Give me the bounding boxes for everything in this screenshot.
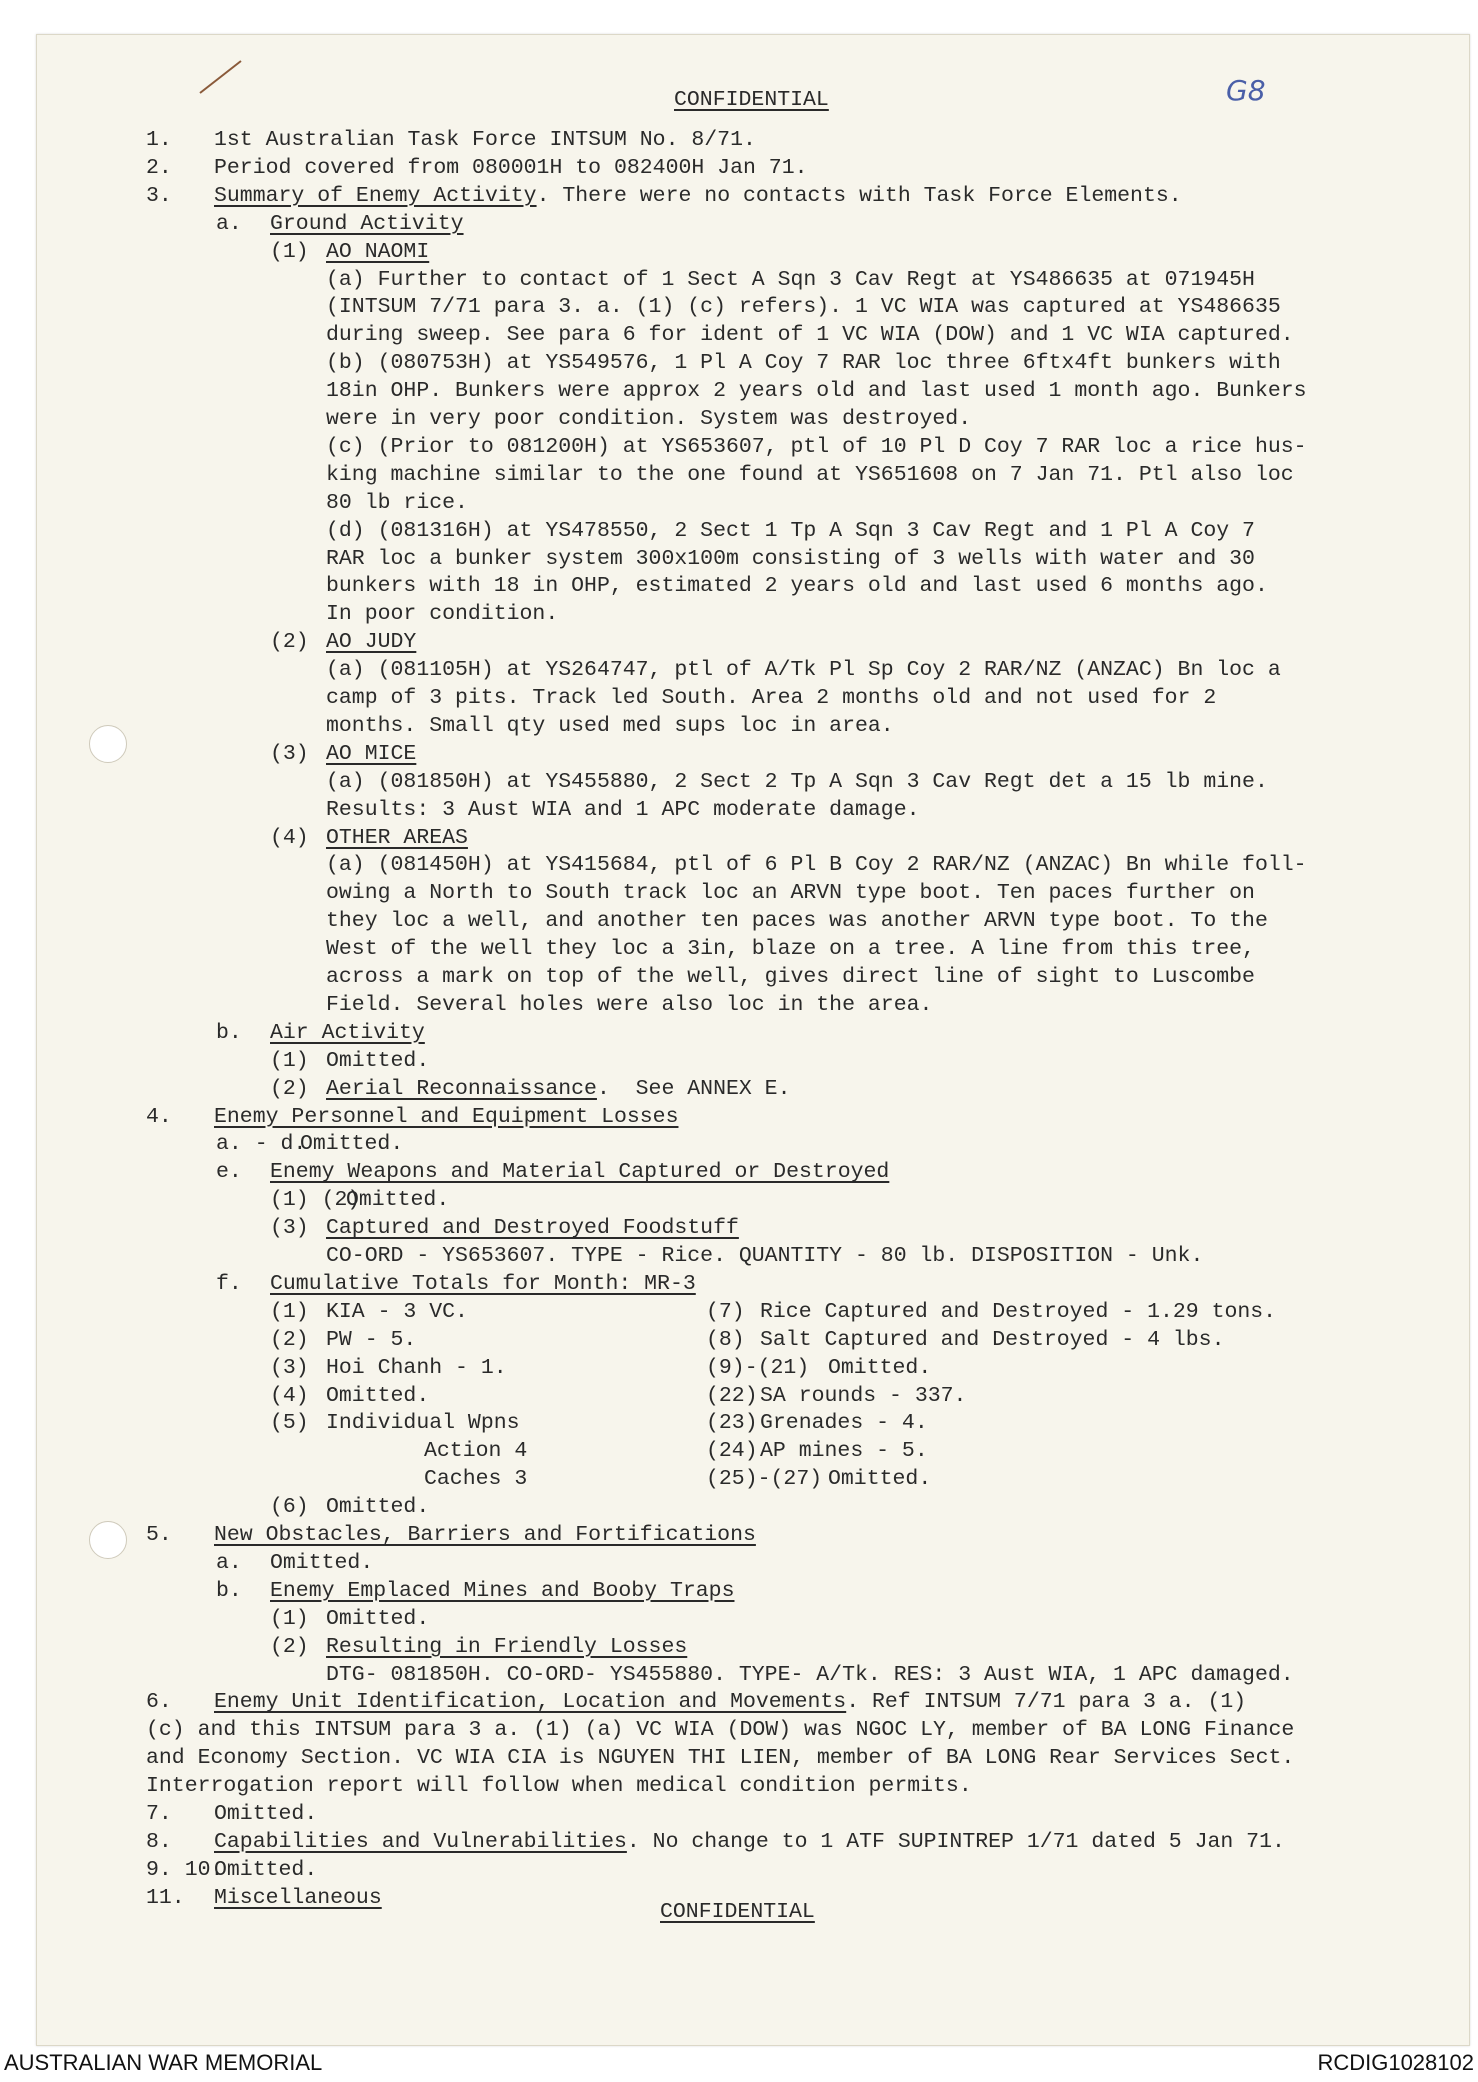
item-number: (1) bbox=[270, 1299, 309, 1324]
text-line bbox=[326, 656, 1281, 684]
line-text: (a) (081105H) at YS264747, ptl of A/Tk Pl Sp Coy 2 RAR/NZ (ANZAC) Bn loc a bbox=[326, 658, 1281, 683]
text-line bbox=[214, 1103, 678, 1131]
underlined-heading: Captured and Destroyed Foodstuff bbox=[326, 1216, 739, 1241]
right-item-number: (25)-(27) bbox=[706, 1467, 823, 1492]
line-text: Caches 3 bbox=[424, 1467, 528, 1492]
underlined-heading: AO JUDY bbox=[326, 630, 417, 655]
item-number: 4. bbox=[146, 1104, 172, 1129]
item-number: b. bbox=[216, 1020, 242, 1045]
right-item-number: (7) bbox=[706, 1299, 745, 1324]
text-line bbox=[326, 879, 1255, 907]
text-line bbox=[326, 489, 468, 517]
right-item-text: Omitted. bbox=[828, 1467, 932, 1492]
punch-hole bbox=[89, 1521, 127, 1559]
text-line bbox=[326, 572, 1268, 600]
item-number: (1) (2) bbox=[270, 1188, 361, 1213]
line-text: CO-ORD - YS653607. TYPE - Rice. QUANTITY - 80 lb. DISPOSITION - Unk. bbox=[326, 1244, 1204, 1268]
line-text: they loc a well, and another ten paces was another ARVN type boot. To the bbox=[326, 909, 1268, 934]
footer-classification: CONFIDENTIAL bbox=[660, 1900, 815, 1924]
text-line bbox=[270, 1019, 425, 1047]
text-line bbox=[326, 293, 1281, 321]
text-line bbox=[326, 768, 1268, 796]
line-text: (b) (080753H) at YS549576, 1 Pl A Coy 7 RAR loc three 6ftx4ft bunkers with bbox=[326, 351, 1281, 376]
item-number: (2) bbox=[270, 1634, 309, 1659]
line-text: Hoi Chanh - 1. bbox=[326, 1355, 507, 1380]
line-text: West of the well they loc a 3in, blaze on a tree. A line from this tree, bbox=[326, 937, 1255, 962]
item-number: (2) bbox=[270, 1076, 309, 1101]
line-text: 80 lb rice. bbox=[326, 490, 468, 515]
text-line bbox=[300, 1130, 403, 1158]
text-line bbox=[326, 935, 1255, 963]
text-line bbox=[146, 1744, 1294, 1772]
item-number: (1) bbox=[270, 239, 309, 264]
item-number: 7. bbox=[146, 1802, 172, 1826]
line-text: KIA - 3 VC. bbox=[326, 1299, 468, 1324]
header-classification: CONFIDENTIAL bbox=[674, 88, 829, 112]
line-text: camp of 3 pits. Track led South. Area 2 months old and not used for 2 bbox=[326, 686, 1217, 710]
right-item-text: Salt Captured and Destroyed - 4 lbs. bbox=[760, 1327, 1225, 1352]
right-item-text: Grenades - 4. bbox=[760, 1411, 928, 1436]
text-line bbox=[214, 126, 756, 154]
handwritten-page-number: G8 bbox=[1226, 74, 1266, 107]
line-text: (a) Further to contact of 1 Sect A Sqn 3 Cav Regt at YS486635 at 071945H bbox=[326, 267, 1255, 292]
text-line bbox=[270, 1270, 696, 1298]
text-line bbox=[326, 238, 429, 266]
item-number: 6. bbox=[146, 1690, 172, 1715]
line-text: Action 4 bbox=[424, 1439, 528, 1464]
text-line bbox=[326, 349, 1281, 377]
underlined-heading: Enemy Emplaced Mines and Booby Traps bbox=[270, 1578, 735, 1603]
right-item-number: (8) bbox=[706, 1327, 745, 1352]
text-line bbox=[346, 1186, 449, 1214]
item-number: 8. bbox=[146, 1829, 172, 1854]
text-line bbox=[326, 600, 558, 628]
text-line bbox=[326, 1633, 687, 1661]
line-text: king machine similar to the one found at YS651608 on 7 Jan 71. Ptl also loc bbox=[326, 462, 1294, 487]
item-number: 3. bbox=[146, 183, 172, 208]
text-line bbox=[326, 1382, 429, 1410]
text-line bbox=[214, 1828, 1285, 1856]
text-line bbox=[326, 1493, 429, 1521]
item-number: a. bbox=[216, 211, 242, 236]
line-text: Omitted. bbox=[346, 1188, 450, 1213]
line-text: Omitted. bbox=[326, 1606, 430, 1631]
line-text: bunkers with 18 in OHP, estimated 2 years old and last used 6 months ago. bbox=[326, 574, 1268, 599]
line-text: (a) (081450H) at YS415684, ptl of 6 Pl B Coy 2 RAR/NZ (ANZAC) Bn while foll- bbox=[326, 853, 1307, 878]
line-text: during sweep. See para 6 for ident of 1 VC WIA (DOW) and 1 VC WIA captured. bbox=[326, 323, 1294, 348]
item-number: (5) bbox=[270, 1411, 309, 1436]
item-number: (2) bbox=[270, 630, 309, 655]
right-item-text: SA rounds - 337. bbox=[760, 1383, 967, 1408]
line-text: Omitted. bbox=[214, 1857, 318, 1882]
item-number: (3) bbox=[270, 741, 309, 766]
underlined-heading: Aerial Reconnaissance bbox=[326, 1076, 597, 1101]
text-line bbox=[326, 266, 1255, 294]
text-line bbox=[214, 154, 808, 182]
line-text: owing a North to South track loc an ARVN type boot. Ten paces further on bbox=[326, 881, 1255, 906]
item-number: (4) bbox=[270, 1383, 309, 1408]
underlined-heading: Summary of Enemy Activity bbox=[214, 183, 537, 208]
item-number: 9. 10. bbox=[146, 1857, 224, 1882]
item-number: a. bbox=[216, 1550, 242, 1575]
text-line bbox=[326, 824, 468, 852]
underlined-heading: AO MICE bbox=[326, 741, 417, 766]
underlined-heading: New Obstacles, Barriers and Fortifications bbox=[214, 1523, 756, 1547]
right-item-text: Rice Captured and Destroyed - 1.29 tons. bbox=[760, 1299, 1277, 1324]
text-line bbox=[214, 1884, 382, 1912]
text-line bbox=[146, 1772, 972, 1800]
text-line bbox=[326, 433, 1307, 461]
text-line bbox=[326, 1214, 739, 1242]
line-text: . Ref INTSUM 7/71 para 3 a. (1) bbox=[846, 1690, 1247, 1715]
line-text: Omitted. bbox=[326, 1383, 430, 1408]
item-number: (2) bbox=[270, 1327, 309, 1352]
text-line bbox=[326, 907, 1268, 935]
underlined-heading: Enemy Weapons and Material Captured or Destroyed bbox=[270, 1160, 890, 1185]
underlined-heading: Capabilities and Vulnerabilities bbox=[214, 1829, 627, 1854]
right-item-text: AP mines - 5. bbox=[760, 1439, 928, 1464]
text-line bbox=[326, 1409, 520, 1437]
line-text: were in very poor condition. System was destroyed. bbox=[326, 407, 972, 431]
line-text: 18in OHP. Bunkers were approx 2 years old and last used 1 month ago. Bunkers bbox=[326, 379, 1307, 404]
underlined-heading: Ground Activity bbox=[270, 211, 464, 236]
line-text: DTG- 081850H. CO-ORD- YS455880. TYPE- A/Tk. RES: 3 Aust WIA, 1 APC damaged. bbox=[326, 1662, 1294, 1687]
text-line bbox=[326, 1661, 1294, 1689]
item-number: f. bbox=[216, 1271, 242, 1296]
right-item-number: (23) bbox=[706, 1411, 758, 1436]
text-line bbox=[326, 740, 416, 768]
line-text: In poor condition. bbox=[326, 602, 559, 627]
text-line bbox=[270, 1158, 889, 1186]
line-text: Omitted. bbox=[300, 1132, 404, 1157]
line-text: Omitted. bbox=[270, 1550, 374, 1575]
text-line bbox=[424, 1465, 527, 1493]
text-line bbox=[326, 1047, 429, 1075]
text-line bbox=[326, 405, 971, 433]
right-item-number: (9)-(21) bbox=[706, 1355, 810, 1380]
text-line bbox=[146, 1716, 1294, 1744]
line-text: Field. Several holes were also loc in the area. bbox=[326, 992, 933, 1017]
text-line bbox=[326, 1605, 429, 1633]
text-line bbox=[326, 991, 932, 1019]
text-line bbox=[326, 628, 416, 656]
text-line bbox=[326, 517, 1255, 545]
text-line bbox=[214, 1800, 317, 1828]
text-line bbox=[270, 1549, 373, 1577]
item-number: (1) bbox=[270, 1606, 309, 1631]
item-number: (4) bbox=[270, 825, 309, 850]
underlined-heading: AO NAOMI bbox=[326, 239, 430, 264]
text-line bbox=[326, 712, 894, 740]
line-text: (a) (081850H) at YS455880, 2 Sect 2 Tp A Sqn 3 Cav Regt det a 15 lb mine. bbox=[326, 769, 1268, 794]
line-text: Results: 3 Aust WIA and 1 APC moderate damage. bbox=[326, 797, 920, 822]
text-line bbox=[326, 796, 920, 824]
text-line bbox=[326, 963, 1255, 991]
line-text: 1st Australian Task Force INTSUM No. 8/71. bbox=[214, 128, 756, 152]
item-number: 5. bbox=[146, 1523, 172, 1547]
item-number: (6) bbox=[270, 1495, 309, 1520]
item-number: (3) bbox=[270, 1216, 309, 1241]
underlined-heading: Enemy Personnel and Equipment Losses bbox=[214, 1104, 679, 1129]
underlined-heading: OTHER AREAS bbox=[326, 825, 468, 850]
text-line bbox=[326, 321, 1294, 349]
text-line bbox=[326, 851, 1307, 879]
line-text: across a mark on top of the well, gives direct line of sight to Luscombe bbox=[326, 965, 1255, 989]
line-text: months. Small qty used med sups loc in area. bbox=[326, 713, 894, 738]
item-number: 1. bbox=[146, 128, 172, 152]
text-line bbox=[214, 1521, 756, 1549]
text-line bbox=[270, 1577, 734, 1605]
line-text: Omitted. bbox=[326, 1048, 430, 1073]
right-item-number: (24) bbox=[706, 1439, 758, 1464]
underlined-heading: Air Activity bbox=[270, 1020, 425, 1045]
footer-archive-name: AUSTRALIAN WAR MEMORIAL bbox=[4, 2050, 323, 2075]
text-line bbox=[424, 1437, 527, 1465]
text-line bbox=[326, 1354, 507, 1382]
punch-hole bbox=[89, 725, 127, 763]
text-line bbox=[326, 1242, 1203, 1270]
line-text: (d) (081316H) at YS478550, 2 Sect 1 Tp A Sqn 3 Cav Regt and 1 Pl A Coy 7 bbox=[326, 518, 1255, 543]
line-text: PW - 5. bbox=[326, 1327, 417, 1352]
item-number: 11. bbox=[146, 1885, 185, 1910]
line-text: RAR loc a bunker system 300x100m consisting of 3 wells with water and 30 bbox=[326, 546, 1255, 571]
line-text: . There were no contacts with Task Force Elements. bbox=[536, 183, 1182, 208]
line-text: Interrogation report will follow when medical condition permits. bbox=[146, 1774, 972, 1799]
text-line bbox=[214, 1856, 317, 1884]
item-number: (3) bbox=[270, 1355, 309, 1380]
line-text: (c) (Prior to 081200H) at YS653607, ptl of 10 Pl D Coy 7 RAR loc a rice hus- bbox=[326, 434, 1307, 459]
text-line bbox=[214, 182, 1182, 210]
line-text: (INTSUM 7/71 para 3. a. (1) (c) refers). 1 VC WIA was captured at YS486635 bbox=[326, 295, 1281, 320]
text-line bbox=[326, 1075, 791, 1103]
text-line bbox=[326, 461, 1294, 489]
line-text: . No change to 1 ATF SUPINTREP 1/71 dated 5 Jan 71. bbox=[626, 1829, 1285, 1854]
text-line bbox=[326, 545, 1255, 573]
line-text: Omitted. bbox=[214, 1802, 318, 1826]
item-number: e. bbox=[216, 1160, 242, 1185]
text-line bbox=[326, 1298, 468, 1326]
line-text: . See ANNEX E. bbox=[596, 1076, 791, 1101]
line-text: Omitted. bbox=[326, 1495, 430, 1520]
text-line bbox=[214, 1688, 1246, 1716]
line-text: (c) and this INTSUM para 3 a. (1) (a) VC WIA (DOW) was NGOC LY, member of BA LONG Finance bbox=[146, 1718, 1295, 1743]
item-number: b. bbox=[216, 1578, 242, 1603]
text-line bbox=[326, 377, 1307, 405]
line-text: and Economy Section. VC WIA CIA is NGUYEN THI LIEN, member of BA LONG Rear Services Sect. bbox=[146, 1746, 1295, 1771]
underlined-heading: Cumulative Totals for Month: MR-3 bbox=[270, 1271, 696, 1296]
right-item-text: Omitted. bbox=[828, 1355, 932, 1380]
item-number: (1) bbox=[270, 1048, 309, 1073]
underlined-heading: Enemy Unit Identification, Location and Movements bbox=[214, 1690, 847, 1715]
footer-record-id: RCDIG1028102 bbox=[1317, 2050, 1474, 2075]
underlined-heading: Miscellaneous bbox=[214, 1885, 382, 1910]
right-item-number: (22) bbox=[706, 1383, 758, 1408]
text-line bbox=[326, 1326, 416, 1354]
line-text: Individual Wpns bbox=[326, 1411, 520, 1436]
line-text: Period covered from 080001H to 082400H Jan 71. bbox=[214, 155, 808, 180]
item-number: a. - d. bbox=[216, 1132, 307, 1157]
text-line bbox=[326, 684, 1216, 712]
underlined-heading: Resulting in Friendly Losses bbox=[326, 1634, 688, 1659]
item-number: 2. bbox=[146, 155, 172, 180]
text-line bbox=[270, 210, 464, 238]
